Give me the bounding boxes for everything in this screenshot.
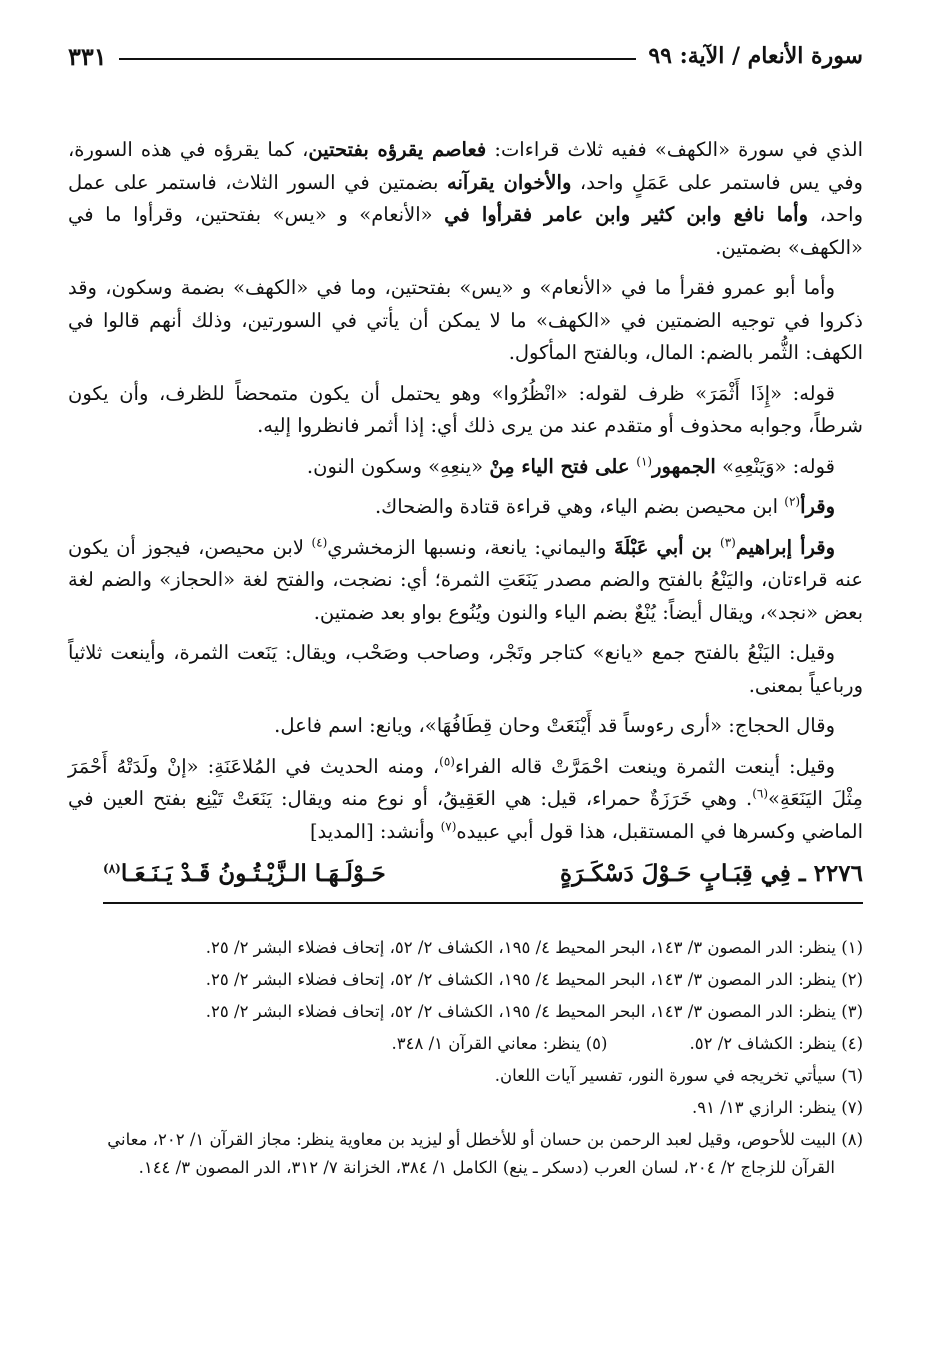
bold-run: على فتح الياء مِنْ (489, 454, 637, 478)
poetry-verse (103, 856, 863, 904)
footnote-7: (٧) ينظر: الرازي ١٣/ ٩١. (692, 1098, 863, 1117)
footnote-6: (٦) سيأتي تخريجه في سورة النور، تفسير آيات اللعان. (494, 1066, 863, 1085)
text-run: قوله: «إِذَا أَثْمَرَ» ظرف لقوله: «انْظُرُوا» وهو يحتمل أن يكون متمحضاً للظرف، وأن يكون شرطاً، وجوابه محذوف أو متقدم عند من يرى ذلك أي: إذا أثمر فانظروا إليه. (68, 381, 863, 437)
body-paragraph (68, 134, 863, 264)
main-text (68, 134, 863, 848)
footnote-ref: (٧) (440, 819, 457, 833)
footnote-ref: (١) (636, 454, 653, 468)
footnotes (68, 934, 863, 1182)
text-run: وقال الحجاج: «أرى رءوساً قد أَيْنَعَتْ وحان قِطَافُهَا»، ويانع: اسم فاعل. (274, 714, 835, 737)
bold-run: وأما نافع وابن كثير وابن عامر فقرأوا في (444, 203, 809, 226)
text-run: «ينعِهِ» وسكون النون. (306, 454, 490, 478)
body-paragraph (68, 710, 863, 743)
chapter-verse-title: سورة الأنعام / الآية: ٩٩ (648, 43, 863, 69)
text-run: وقيل: اليَنْعُ بالفتح جمع «يانع» كتاجر وتَجْر، وصاحب وصَحْب، ويقال: يَنَعت الثمرة، وأينعت ثلاثياً ورباعياً بمعنى. (68, 641, 863, 697)
footnote-ref: (٣) (720, 535, 736, 549)
text-run: ابن محيصن بضم الياء، وهي قراءة قتادة والضحاك. (374, 495, 785, 518)
body-paragraph (68, 451, 863, 484)
bold-run: والأخوان يقرآنه (447, 170, 572, 194)
footnote-1: (١) ينظر: الدر المصون ٣/ ١٤٣، البحر المحيط ٤/ ١٩٥، الكشاف ٢/ ٥٢، إتحاف فضلاء البشر ٢/ ٢٥. (205, 938, 863, 957)
bold-run: الجمهور (652, 454, 716, 478)
header-rule (119, 58, 637, 60)
footnote-5: (٥) ينظر: معاني القرآن ١/ ٣٤٨. (391, 1034, 608, 1053)
bold-run: بن أبي عَبْلَةَ (613, 535, 720, 559)
bold-run: وقرأ (800, 495, 835, 518)
footnote-8: (٨) البيت للأحوص، وقيل لعبد الرحمن بن حسان أو للأخطل أو ليزيد بن معاوية ينظر: مجاز القرآن ١/ ٢٠٢، معاني القرآن للزجاج ٢/ ٢٠٤، لسان العرب (دسكر ـ ينع) الكامل ١/ ٣٨٤، الخزانة ٧/ ٣١٢، الدر المصون ٣/ ١٤٤. (107, 1130, 863, 1177)
text-run: واليماني: يانعة، ونسبها الزمخشري (327, 535, 614, 559)
text-run: قوله: «وَيَنْعِهِ» (715, 454, 835, 478)
text-run: بضمتين في السور الثلاث، فاستمر على عمل واحد، (68, 170, 863, 226)
footnote-3: (٣) ينظر: الدر المصون ٣/ ١٤٣، البحر المحيط ٤/ ١٩٥، الكشاف ٢/ ٥٢، إتحاف فضلاء البشر ٢/ ٢٥. (205, 1002, 863, 1021)
text-run: الذي في سورة «الكهف» ففيه ثلاث قراءات: (486, 138, 863, 161)
body-paragraph (68, 378, 863, 443)
bold-run: فعاصم يقرؤه بفتحتين (308, 138, 487, 161)
verse-first-hemistich: ٢٢٧٦ ـ فِي قِبَـابٍ حَـوْلَ دَسْكَـرَةٍ (560, 860, 863, 887)
footnote-4: (٤) ينظر: الكشاف ٢/ ٥٢. (689, 1034, 863, 1053)
verse-note-ref: (٨) (103, 861, 121, 876)
page-number: ٣٣١ (68, 41, 107, 71)
bold-run: وقرأ إبراهيم (735, 535, 835, 559)
footnote-ref: (٢) (784, 494, 801, 509)
footnote-ref: (٥) (439, 754, 455, 768)
text-run: وأما أبو عمرو فقرأ ما في «الأنعام» و «يس» بفتحتين، وما في «الكهف» بضمة وسكون، وقد ذكروا في توجيه الضمتين في «الكهف» ما لا يمكن أن يأتي في السورتين، وذلك أنهم قالوا في الكهف: الثُّمر بالضم: المال، وبالفتح المأكول. (68, 276, 863, 364)
footnote-row-4-5 (68, 1030, 863, 1058)
footnote-ref: (٦) (752, 786, 769, 801)
body-paragraph (68, 637, 863, 702)
body-paragraph (68, 272, 863, 370)
footnote-ref: (٤) (311, 535, 328, 549)
text-run: وأنشد: [المديد] (309, 819, 441, 843)
text-run: وقيل: أينعت الثمرة وينعت احْمَرَّتْ قاله الفراء (454, 754, 835, 778)
text-run: . وهي خَرَزَةٌ حمراء، قيل: هي العَقِيقُ، أو نوع منه ويقال: يَنَعَتْ تَيْنِع بفتح العين في الماضي وكسرها في المستقبل، هذا قول أبي عبيده (68, 787, 863, 843)
footnote-2: (٢) ينظر: الدر المصون ٣/ ١٤٣، البحر المحيط ٤/ ١٩٥، الكشاف ٢/ ٥٢، إتحاف فضلاء البشر ٢/ ٢٥. (205, 970, 863, 989)
text-run: ، ومنه الحديث في المُلاعَنَةِ: «إنْ ولَدَتْهُ أَحْمَرَ مِثْلَ اليَنَعَةِ» (68, 754, 863, 810)
running-header (68, 34, 863, 78)
text-run: ، كما يقرؤه في هذه السورة، وفي يس فاستمر على عَمَلٍ واحد، (68, 138, 863, 194)
text-run: لابن محيصن، فيجوز أن يكون عنه قراءتان، واليَنْعُ بالفتح والضم مصدر يَنَعَتِ الثمرة؛ أي: نضجت، والفتح لغة «الحجاز» والضم لغة بعض «نجد»، ويقال أيضاً: يُنْعٌ بضم الياء والنون ويُنُوع بواو بعد ضمتين. (68, 535, 863, 624)
verse-second-hemistich-text: حَـوْلَـهَـا الـزَّيْـتُـونُ قَـدْ يَـنَـعَـا (120, 860, 386, 887)
text-run: «الأنعام» و «يس» بفتحتين، وقرأوا ما في «الكهف» بضمتين. (68, 203, 863, 259)
body-paragraph (68, 751, 863, 849)
body-paragraph (68, 491, 863, 524)
body-paragraph (68, 532, 863, 630)
verse-second-hemistich (103, 856, 386, 892)
